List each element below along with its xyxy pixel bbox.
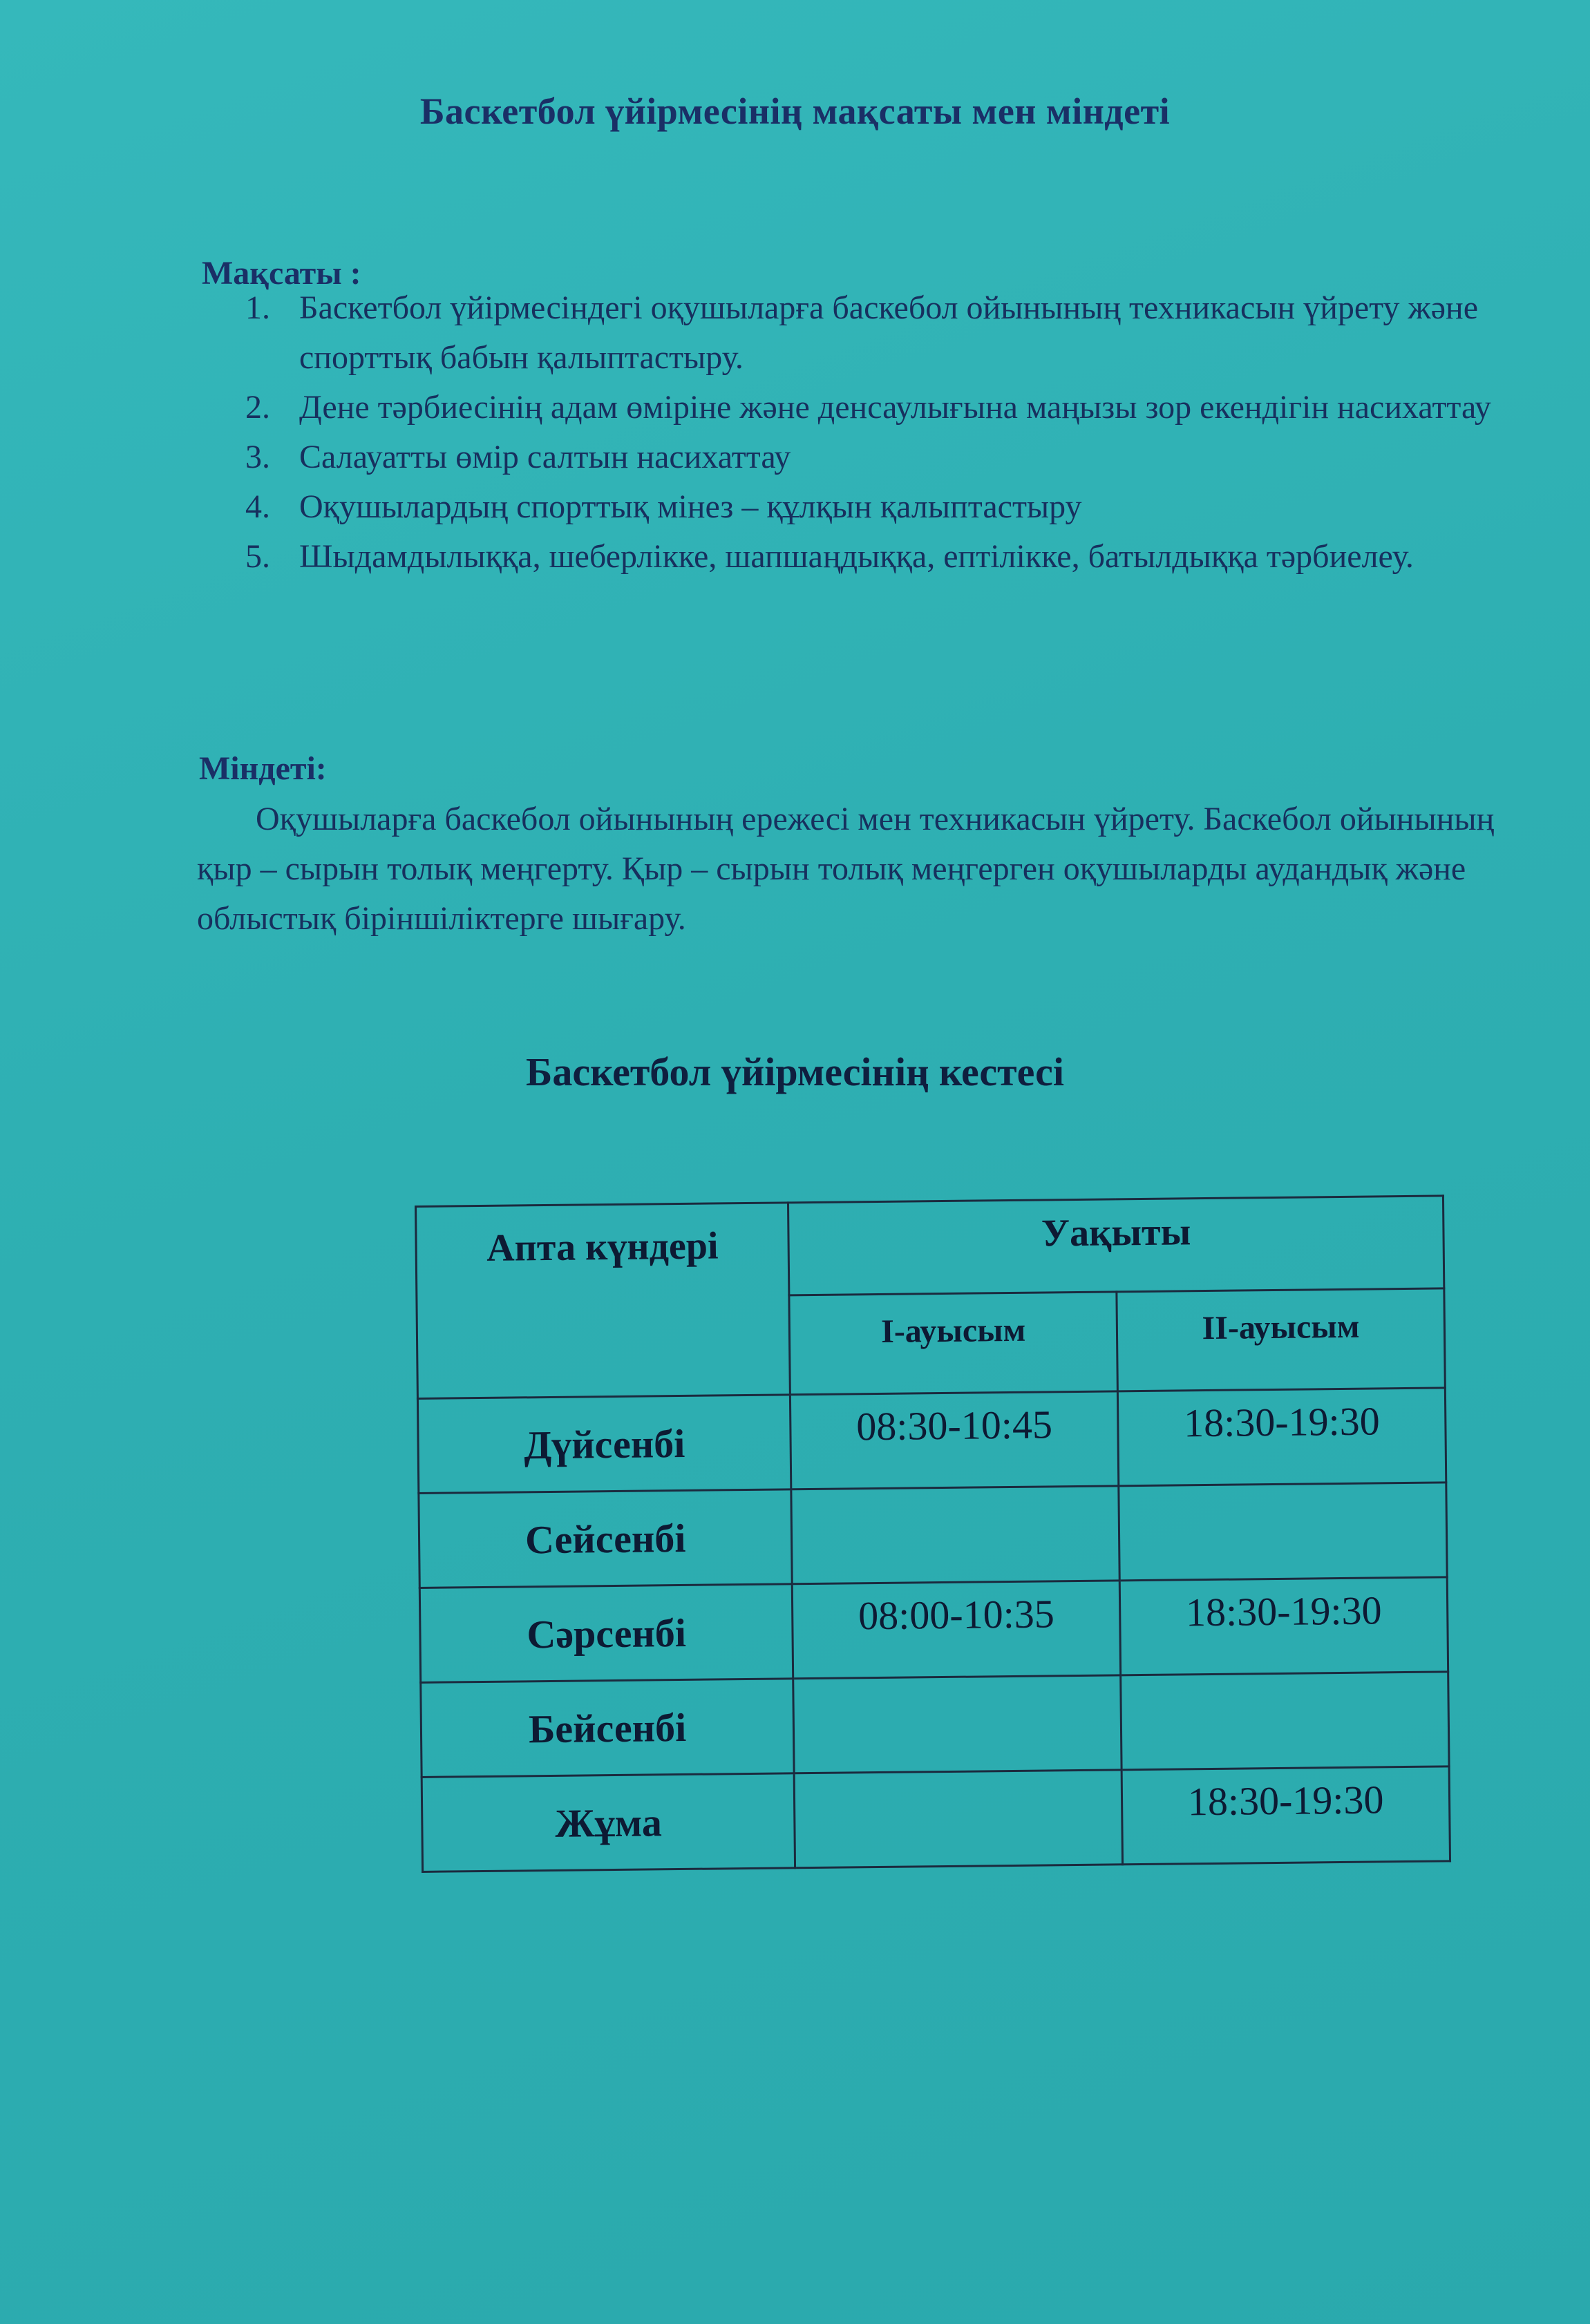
table-row — [421, 1672, 1449, 1778]
list-item-text: Баскетбол үйірмесіндегі оқушыларға баскебол ойынының техникасын үйрету және спорттық бабын қалыптастыру. — [299, 289, 1479, 376]
goals-list — [245, 283, 1510, 582]
list-item-text: Дене тәрбиесінің адам өміріне және денсаулығына маңызы зор екендігін насихаттау — [299, 389, 1491, 426]
schedule-table-wrapper — [415, 1194, 1451, 1873]
shift1-cell — [794, 1770, 1122, 1868]
shift2-cell — [1119, 1483, 1447, 1581]
days-column-header: Апта күндері — [416, 1203, 791, 1399]
shift2-column-header: II-ауысым — [1117, 1288, 1445, 1391]
list-item-text: Салауатты өмір салтын насихаттау — [299, 439, 791, 475]
list-item-number: 4. — [245, 488, 270, 525]
list-item — [245, 432, 1510, 482]
day-cell: Жұма — [422, 1773, 795, 1872]
shift2-cell: 18:30-19:30 — [1121, 1766, 1450, 1865]
shift2-cell: 18:30-19:30 — [1119, 1577, 1448, 1675]
shift2-cell: 18:30-19:30 — [1118, 1388, 1446, 1486]
shift1-cell — [793, 1675, 1121, 1773]
list-item — [245, 383, 1510, 432]
list-item-number: 2. — [245, 389, 270, 426]
day-cell: Сәрсенбі — [419, 1584, 793, 1683]
table-row — [422, 1766, 1450, 1872]
tasks-paragraph: Оқушыларға баскебол ойынының ережесі мен техникасын үйрету. Баскебол ойынының қыр – сырын толық меңгерту. Қыр – сырын толық меңгерген оқушыларды аудандық және облыстық біріншіліктерге шығару. — [197, 801, 1495, 937]
table-row — [419, 1577, 1448, 1683]
shift1-cell — [791, 1486, 1119, 1584]
table-row — [417, 1388, 1446, 1494]
shift1-cell: 08:30-10:45 — [791, 1391, 1119, 1489]
goals-label: Мақсаты : — [202, 255, 361, 292]
document-title: Баскетбол үйірмесінің мақсаты мен міндеті — [419, 91, 1171, 132]
day-cell: Сейсенбі — [419, 1489, 793, 1588]
table-header-row — [416, 1196, 1444, 1299]
list-item-number: 3. — [245, 439, 270, 475]
shift1-cell: 08:00-10:35 — [793, 1581, 1121, 1679]
schedule-table — [415, 1194, 1451, 1873]
shift2-cell — [1121, 1672, 1449, 1770]
list-item-number: 5. — [245, 538, 270, 575]
day-cell: Бейсенбі — [421, 1679, 795, 1778]
list-item-text: Шыдамдылыққа, шеберлікке, шапшаңдыққа, ептілікке, батылдыққа тәрбиелеу. — [299, 538, 1414, 575]
time-column-header: Уақыты — [788, 1196, 1444, 1295]
list-item — [245, 532, 1510, 582]
list-item-number: 1. — [245, 289, 270, 326]
list-item-text: Оқушылардың спорттық мінез – құлқын қалыптастыру — [299, 488, 1082, 525]
list-item — [245, 482, 1510, 532]
tasks-label: Міндеті: — [199, 750, 327, 787]
day-cell: Дүйсенбі — [417, 1395, 791, 1494]
list-item — [245, 283, 1510, 383]
shift1-column-header: I-ауысым — [789, 1292, 1117, 1395]
table-row — [419, 1483, 1447, 1588]
schedule-title: Баскетбол үйірмесінің кестесі — [526, 1049, 1064, 1094]
